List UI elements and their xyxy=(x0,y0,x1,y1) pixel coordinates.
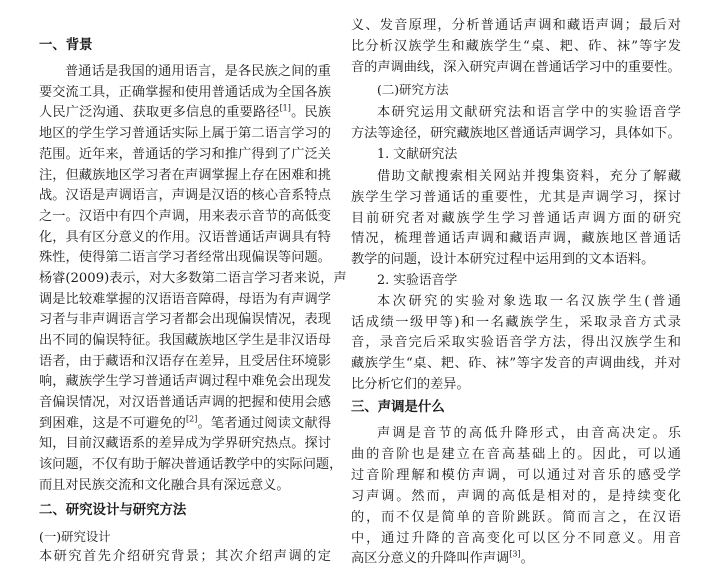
text-line: 知，目前汉藏语系的差异成为学界研究热点。探讨 xyxy=(39,436,331,451)
subsection-heading: (二)研究方法 xyxy=(377,82,449,97)
text-line: 教学的问题，设计本研究过程中运用到的文本语料。 xyxy=(351,252,655,267)
text-line: 本研究运用文献研究法和语言学中的实验语音学 xyxy=(377,105,681,120)
text-line xyxy=(39,104,331,122)
text-line xyxy=(39,415,331,433)
text-line: 普通话是我国的通用语言，是各民族之间的重 xyxy=(65,64,331,79)
text-line: 音，录音完后采取实验语音学方法，得出汉族学生和 xyxy=(351,335,681,350)
text-line: 本研究首先介绍研究背景；其次介绍声调的定 xyxy=(39,549,331,564)
text-line: 出不同的偏误特征。我国藏族地区学生是非汉语母 xyxy=(39,333,331,348)
line-text: 到困难，这是不可避免的 xyxy=(39,416,187,431)
line-text-tail: 。笔者通过阅读文献得 xyxy=(197,416,332,431)
text-line: 方法等途径，研究藏族地区普通话声调学习，具体如下。 xyxy=(351,126,681,141)
section-heading: 二、研究设计与研究方法 xyxy=(39,503,187,518)
line-text: 高区分意义的升降叫作声调 xyxy=(351,551,510,566)
text-line: 2. 实验语音学 xyxy=(377,273,458,288)
line-text: 人民广泛沟通、获取更多信息的重要路径 xyxy=(39,105,280,120)
text-line: 话成绩一级甲等)和一名藏族学生，采取录音方式录 xyxy=(351,315,681,330)
text-line: 本次研究的实验对象选取一名汉族学生(普通 xyxy=(377,294,681,309)
text-line: 战。汉语是声调语言，声调是汉语的核心音系特点 xyxy=(39,188,331,203)
text-line: 之一。汉语中有四个声调，用来表示音节的高低变 xyxy=(39,209,331,224)
text-line xyxy=(351,550,681,568)
text-line: 而且对民族交流和文化融合具有深远意义。 xyxy=(39,478,290,493)
text-line: 音的声调曲线，深入研究声调在普通话学习中的重要性。 xyxy=(351,60,681,75)
text-line: 比分析汉族学生和藏族学生“桌、耙、砟、袜”等字发 xyxy=(351,39,681,54)
citation-mark: [3] xyxy=(509,549,521,559)
text-line: 借助文献搜索相关网站并搜集资料，充分了解藏 xyxy=(377,169,681,184)
text-line: 语者，由于藏语和汉语存在差异，且受居住环境影 xyxy=(39,354,331,369)
text-line: 注，但藏族地区学习者在声调掌握上存在困难和挑 xyxy=(39,168,331,183)
text-line: 曲的音阶也是建立在音高基础上的。因此，可以通 xyxy=(351,447,681,462)
text-line: 调是比较难掌握的汉语语音障碍，母语为有声调学 xyxy=(39,292,331,307)
text-line: 过音阶理解和模仿声调，可以通过对音乐的感受学 xyxy=(351,468,681,483)
text-line: 殊性，使得第二语言学习者经常出现偏误等问题。 xyxy=(39,250,331,265)
text-line: 的，而不仅是简单的音阶跳跃。简而言之，在汉语 xyxy=(351,510,681,525)
section-heading: 一、背景 xyxy=(39,38,93,53)
text-line: 范围。近年来，普通话的学习和推广得到了广泛关 xyxy=(39,147,331,162)
line-text-tail: 。 xyxy=(520,551,534,566)
text-line: 族学生学习普通话的重要性，尤其是声调学习，探讨 xyxy=(351,190,681,205)
subsection-heading: (一)研究设计 xyxy=(39,529,111,544)
text-line: 目前研究者对藏族学生学习普通话声调方面的研究 xyxy=(351,211,681,226)
text-line: 声调是音节的高低升降形式，由音高决定。乐 xyxy=(377,426,681,441)
citation-mark: [2] xyxy=(186,414,198,424)
text-line: 该问题，不仅有助于解决普通话教学中的实际问题， xyxy=(39,457,343,472)
text-line: 藏族学生“桌、耙、砟、袜”等字发音的声调曲线，并对 xyxy=(351,356,681,371)
text-line: 比分析它们的差异。 xyxy=(351,377,470,392)
section-heading: 三、声调是什么 xyxy=(351,400,445,415)
text-line: 习声调。然而，声调的高低是相对的，是持续变化 xyxy=(351,489,681,504)
text-line: 杨睿(2009)表示，对大多数第二语言学习者来说，声 xyxy=(39,271,347,286)
text-line: 义、发音原理，分析普通话声调和藏语声调；最后对 xyxy=(351,18,681,33)
text-line: 响，藏族学生学习普通话声调过程中难免会出现发 xyxy=(39,374,331,389)
line-text-tail: 。民族 xyxy=(290,105,331,120)
text-line: 1. 文献研究法 xyxy=(377,147,458,162)
text-line: 中，通过升降的音高变化可以区分不同意义。用音 xyxy=(351,531,681,546)
text-line: 要交流工具，正确掌握和使用普通话成为全国各族 xyxy=(39,85,331,100)
text-line: 地区的学生学习普通话实际上属于第二语言学习的 xyxy=(39,126,331,141)
text-line: 音偏误情况，对汉语普通话声调的把握和使用会感 xyxy=(39,395,331,410)
text-line: 习者与非声调语言学习者都会出现偏误情况，表现 xyxy=(39,312,331,327)
text-line: 情况，梳理普通话声调和藏语声调，藏族地区普通话 xyxy=(351,231,681,246)
citation-mark: [1] xyxy=(279,103,291,113)
text-line: 化，具有区分意义的作用。汉语普通话声调具有特 xyxy=(39,230,331,245)
